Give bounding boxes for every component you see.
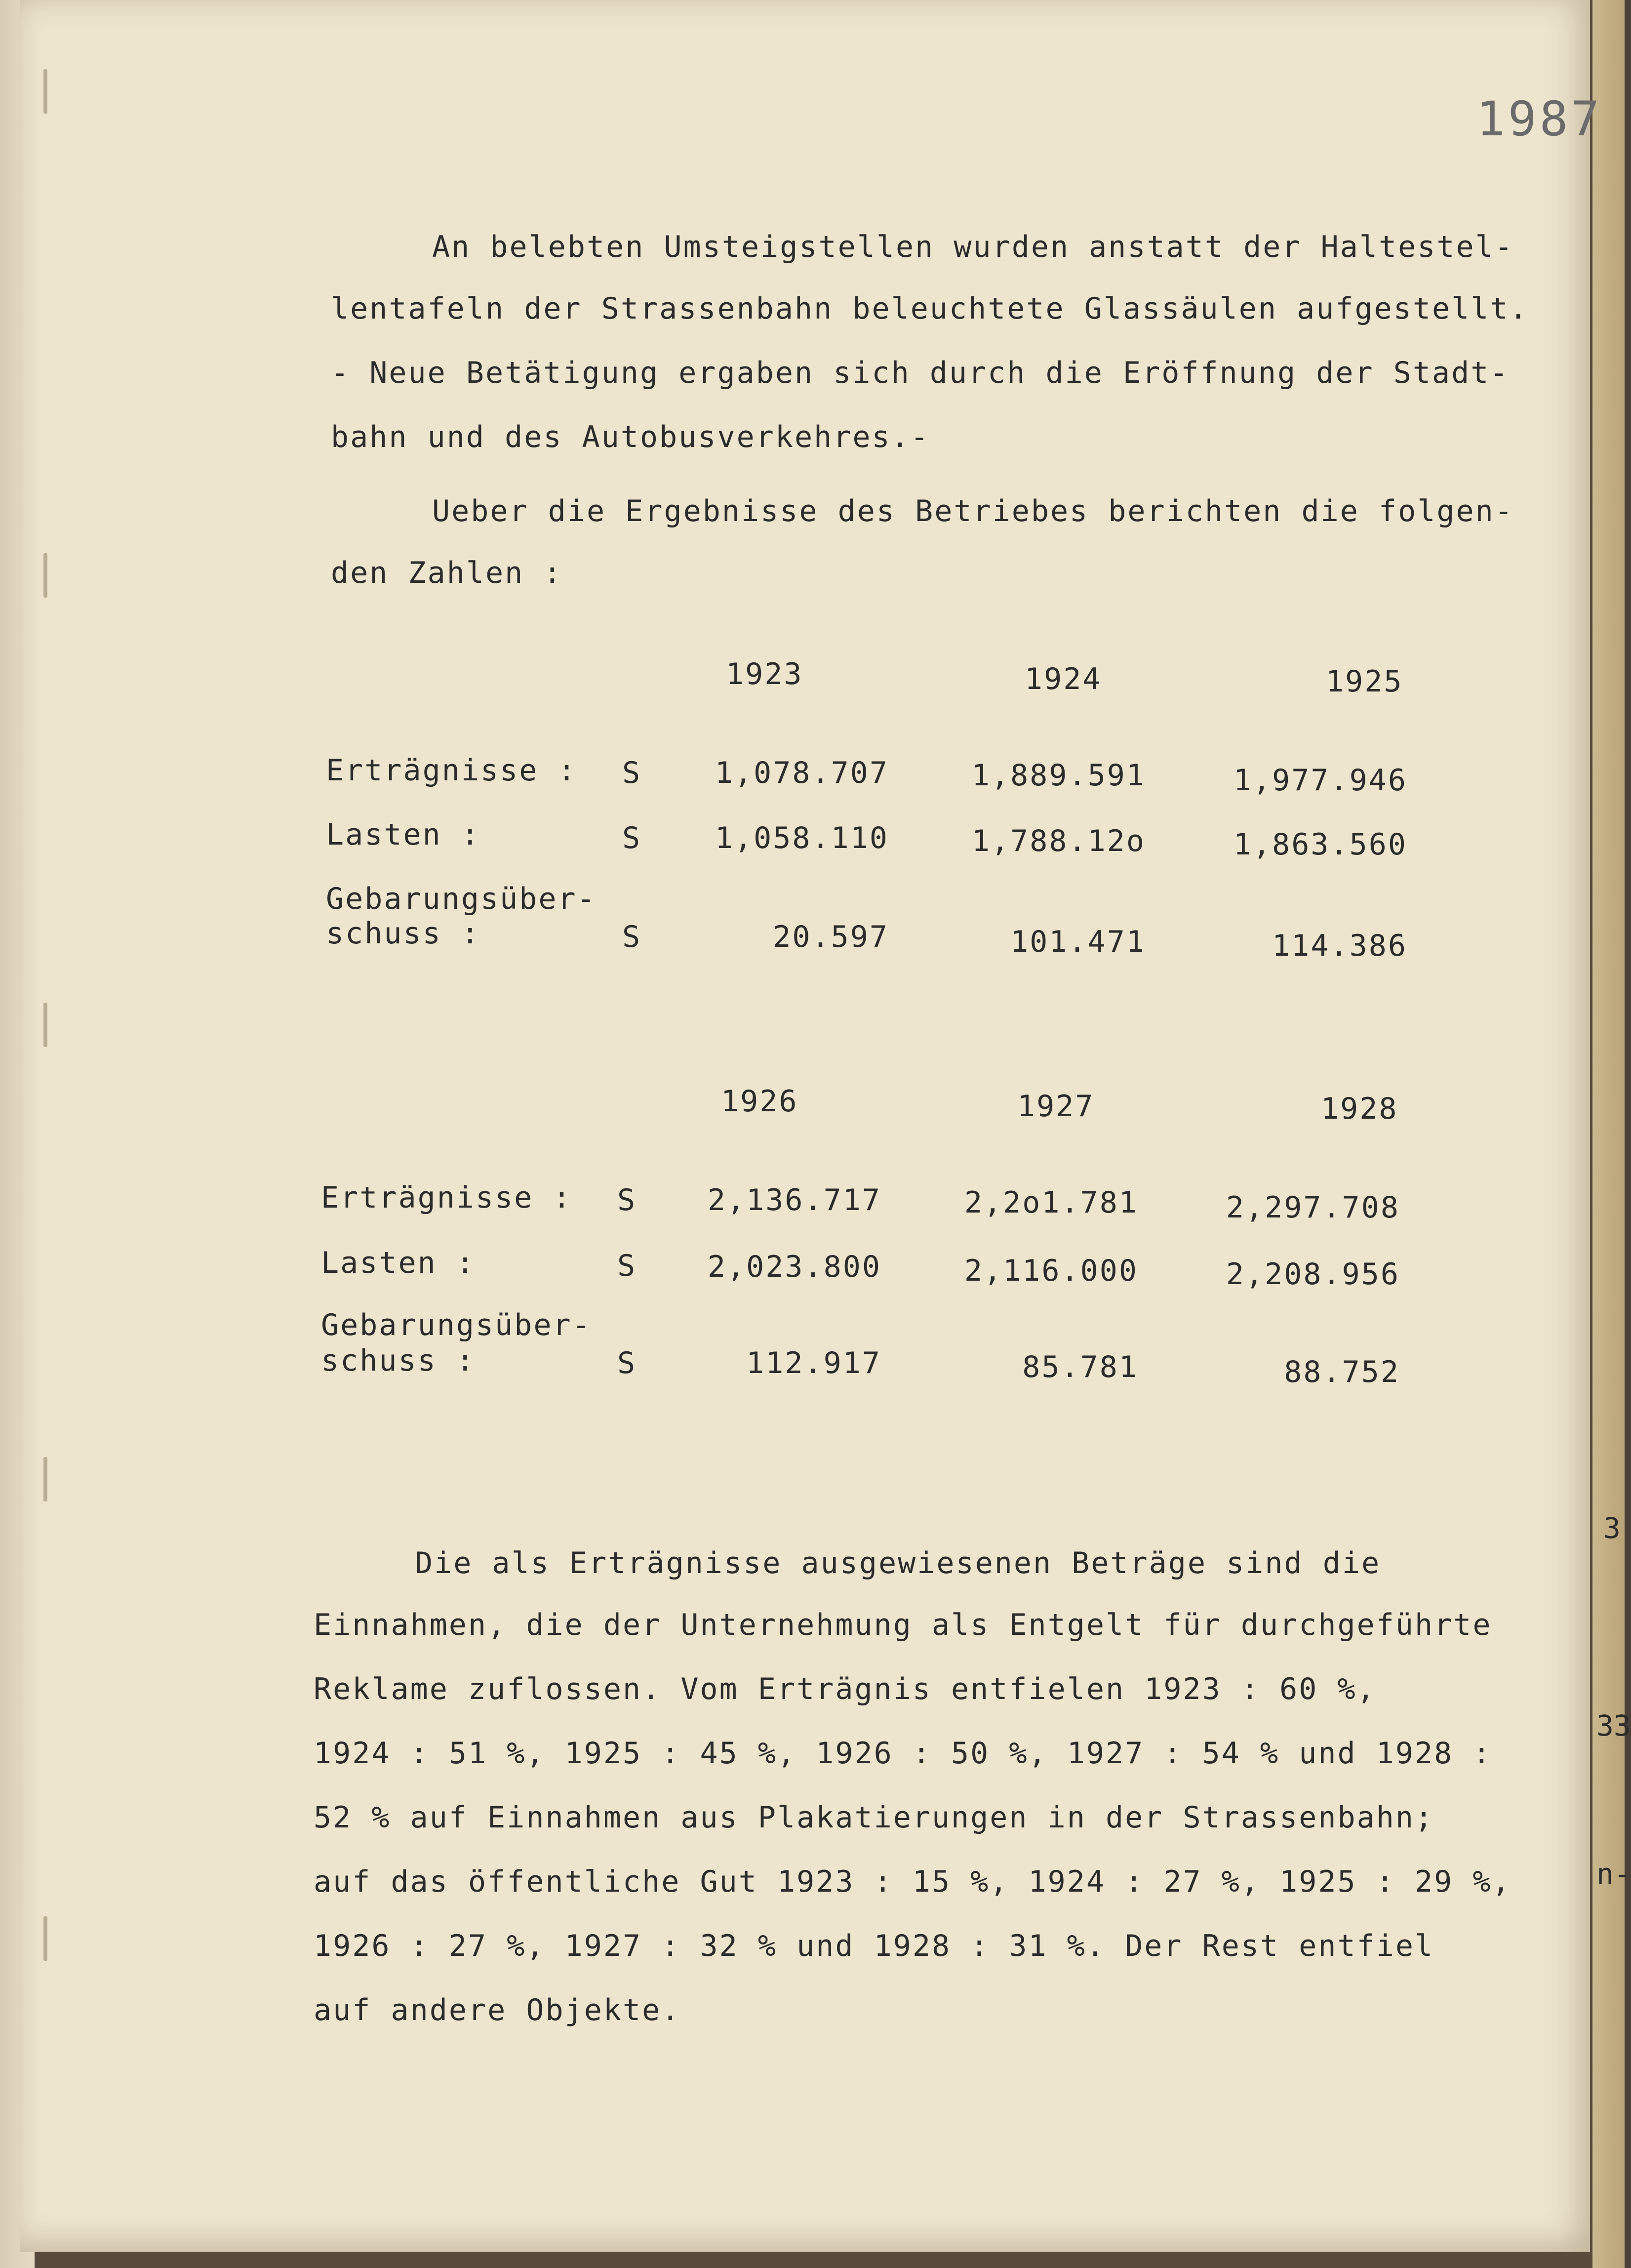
table2-year: 1927 — [1017, 1089, 1095, 1124]
currency: S — [622, 920, 642, 954]
binding-stitch — [43, 1916, 47, 1961]
edge-mark-3: n- — [1596, 1857, 1631, 1891]
value: 2,297.708 — [1226, 1190, 1400, 1225]
row-label: Lasten : — [326, 817, 480, 852]
binding-stitch — [43, 553, 47, 598]
paragraph2-line: Ueber die Ergebnisse des Betriebes berichten die folgen- — [432, 494, 1514, 528]
value: 2,208.956 — [1226, 1257, 1400, 1292]
currency: S — [622, 756, 642, 790]
value: 1,788.12o — [971, 824, 1146, 858]
value: 20.597 — [773, 920, 889, 954]
value: 1,058.110 — [715, 821, 889, 855]
value: 1,078.707 — [715, 756, 889, 790]
binding-stitch — [43, 69, 47, 114]
value: 112.917 — [746, 1346, 881, 1380]
paragraph3-line: 1926 : 27 %, 1927 : 32 % und 1928 : 31 %. Der Rest entfiel — [314, 1929, 1434, 1963]
paragraph1-line: - Neue Betätigung ergaben sich durch die Eröffnung der Stadt- — [331, 356, 1510, 390]
paragraph3-line: auf das öffentliche Gut 1923 : 15 %, 1924 : 27 %, 1925 : 29 %, — [314, 1864, 1512, 1899]
value: 1,889.591 — [971, 758, 1146, 793]
currency: S — [617, 1249, 637, 1283]
paragraph3-line: Die als Erträgnisse ausgewiesenen Beträge sind die — [415, 1546, 1381, 1580]
value: 1,863.560 — [1233, 827, 1407, 862]
row-label: Gebarungsüber- — [321, 1308, 592, 1342]
paragraph3-line: 52 % auf Einnahmen aus Plakatierungen in der Strassenbahn; — [314, 1800, 1434, 1835]
row-label-continued: schuss : — [321, 1343, 476, 1378]
value: 88.752 — [1284, 1355, 1400, 1389]
page-number: 1987 — [1476, 91, 1603, 147]
edge-mark-1: 3 — [1603, 1511, 1621, 1545]
value: 2,136.717 — [707, 1183, 881, 1217]
row-label: Gebarungsüber- — [326, 882, 597, 916]
table1-year: 1924 — [1025, 662, 1102, 696]
edge-mark-2: 33 — [1596, 1709, 1631, 1742]
binding-stitch — [43, 1457, 47, 1501]
paragraph2-line: den Zahlen : — [331, 556, 563, 590]
paragraph1-line: bahn und des Autobusverkehres.- — [331, 420, 930, 454]
value: 1,977.946 — [1233, 763, 1407, 798]
table1-year: 1925 — [1326, 664, 1403, 699]
paragraph3-line: auf andere Objekte. — [314, 1993, 681, 2027]
value: 2,2o1.781 — [964, 1185, 1138, 1220]
value: 85.781 — [1022, 1350, 1138, 1384]
adjacent-page-edge — [1592, 0, 1631, 2268]
paragraph3-line: Einnahmen, die der Unternehmung als Entgelt für durchgeführte — [314, 1608, 1492, 1642]
row-label: Erträgnisse : — [326, 753, 577, 788]
value: 114.386 — [1272, 929, 1407, 963]
currency: S — [622, 821, 642, 855]
binding-stitch — [43, 1003, 47, 1047]
row-label: Erträgnisse : — [321, 1180, 572, 1215]
paragraph3-line: Reklame zuflossen. Vom Erträgnis entfielen 1923 : 60 %, — [314, 1672, 1376, 1706]
value: 2,023.800 — [707, 1250, 881, 1284]
currency: S — [617, 1183, 637, 1217]
row-label-continued: schuss : — [326, 916, 480, 951]
value: 2,116.000 — [964, 1254, 1138, 1288]
value: 101.471 — [1010, 925, 1146, 959]
paragraph3-line: 1924 : 51 %, 1925 : 45 %, 1926 : 50 %, 1927 : 54 % und 1928 : — [314, 1736, 1492, 1771]
table1-year: 1923 — [726, 657, 803, 691]
paragraph1-line: An belebten Umsteigstellen wurden anstatt der Haltestel- — [432, 230, 1514, 264]
table2-year: 1926 — [721, 1084, 798, 1119]
row-label: Lasten : — [321, 1246, 476, 1280]
paragraph1-line: lentafeln der Strassenbahn beleuchtete Glassäulen aufgestellt. — [331, 291, 1529, 326]
table2-year: 1928 — [1321, 1092, 1398, 1126]
document-page — [20, 0, 1603, 2252]
currency: S — [617, 1346, 637, 1380]
